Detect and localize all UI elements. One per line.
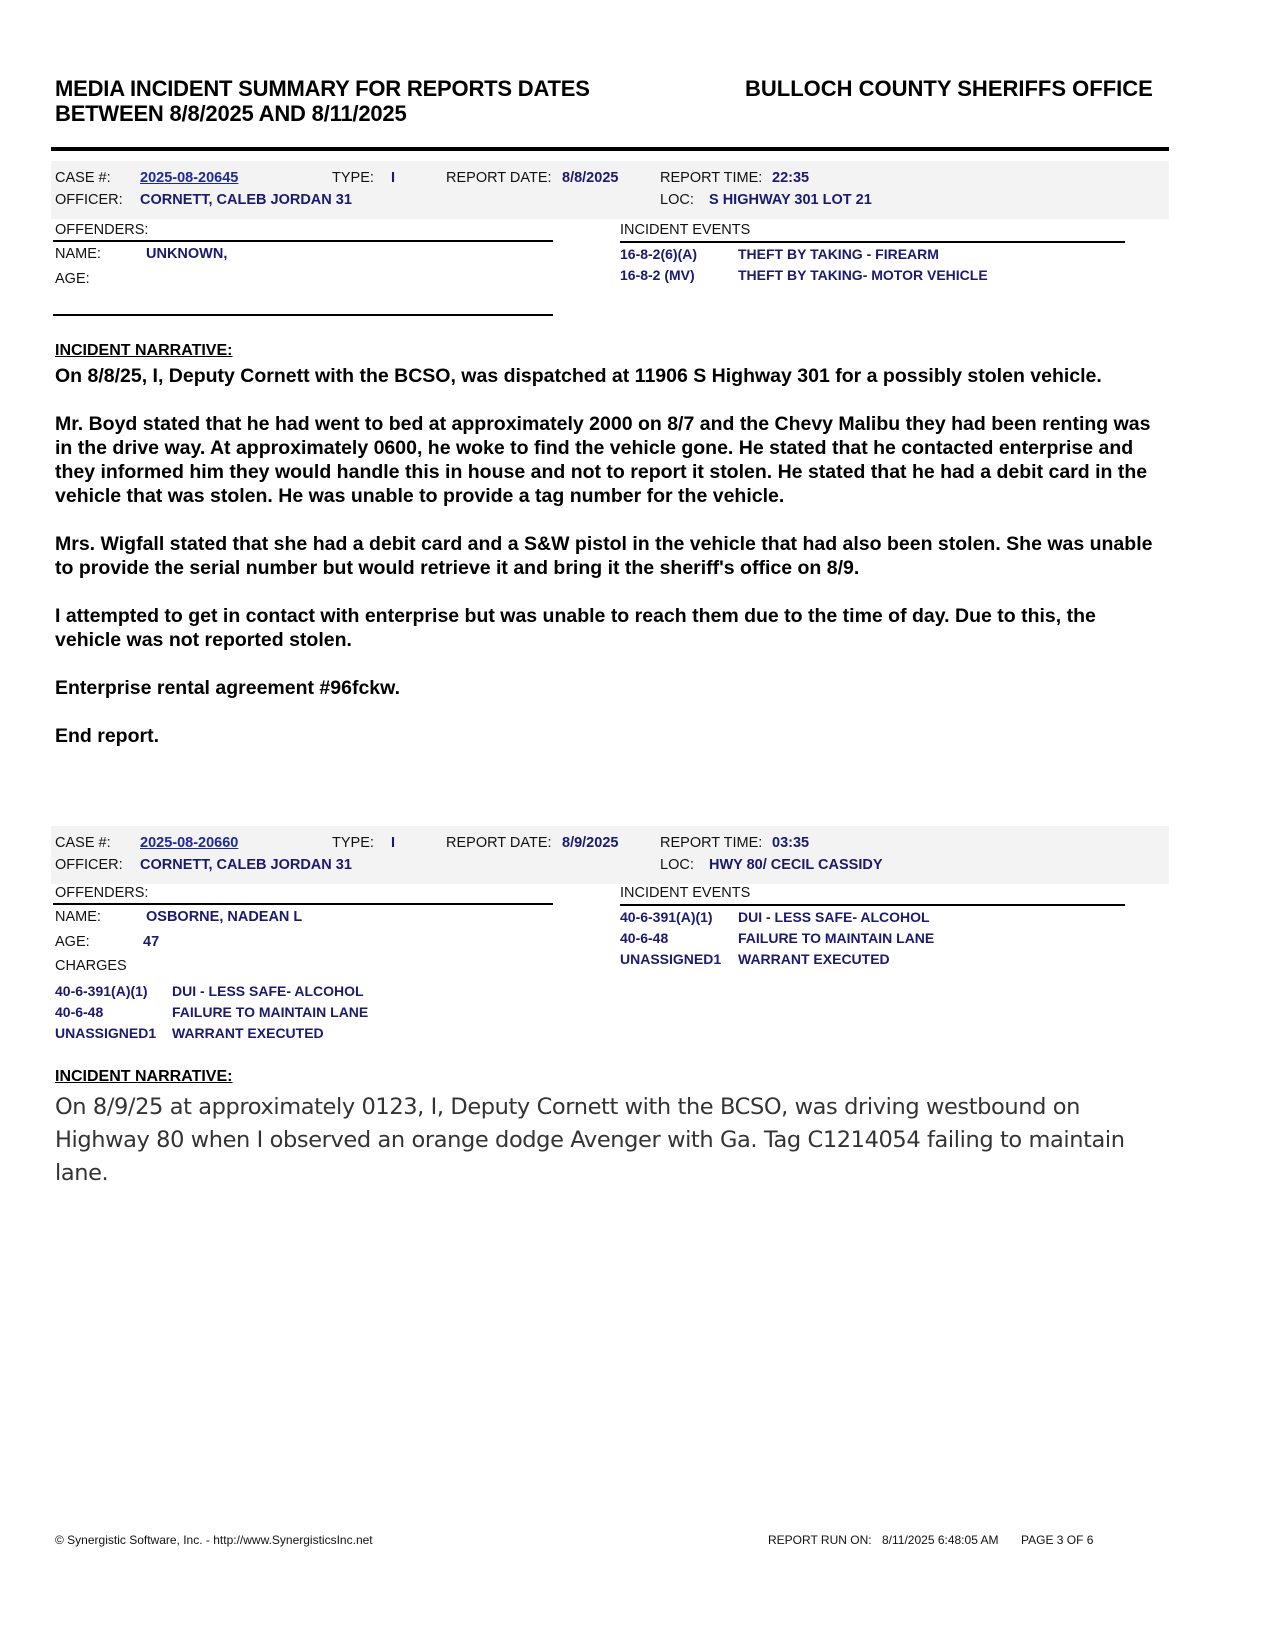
charge-desc: DUI - LESS SAFE- ALCOHOL — [172, 983, 364, 999]
offenders-heading: OFFENDERS: — [55, 885, 149, 901]
event-desc: FAILURE TO MAINTAIN LANE — [738, 930, 935, 946]
offender-age-label: AGE: — [55, 271, 90, 287]
charge-desc: FAILURE TO MAINTAIN LANE — [172, 1004, 369, 1020]
footer-copyright: © Synergistic Software, Inc. - http://www.SynergisticsInc.net — [55, 1533, 373, 1547]
loc-value: S HIGHWAY 301 LOT 21 — [709, 192, 872, 208]
header-divider — [51, 147, 1169, 151]
report-date-value: 8/9/2025 — [562, 835, 619, 851]
event-code: 16-8-2(6)(A) — [620, 246, 698, 262]
event-code: 40-6-391(A)(1) — [620, 909, 713, 925]
report-date-value: 8/8/2025 — [562, 170, 619, 186]
incident-narrative — [55, 364, 1155, 772]
loc-label: LOC: — [660, 857, 694, 873]
event-code: 16-8-2 (MV) — [620, 267, 695, 283]
offenders-heading: OFFENDERS: — [55, 222, 149, 238]
footer-run-on-value: 8/11/2025 6:48:05 AM — [882, 1533, 999, 1547]
type-value: I — [391, 170, 396, 186]
narrative-heading: INCIDENT NARRATIVE: — [55, 342, 233, 359]
incident-events-heading: INCIDENT EVENTS — [620, 885, 751, 901]
officer-value: CORNETT, CALEB JORDAN 31 — [140, 857, 352, 873]
narrative-heading: INCIDENT NARRATIVE: — [55, 1068, 233, 1085]
event-desc: WARRANT EXECUTED — [738, 951, 890, 967]
report-time-value: 22:35 — [772, 170, 810, 186]
report-date-label: REPORT DATE: — [446, 170, 552, 186]
case-number-label: CASE #: — [55, 170, 111, 186]
report-title-line1: MEDIA INCIDENT SUMMARY FOR REPORTS DATES — [55, 76, 590, 101]
narrative-paragraph: Mrs. Wigfall stated that she had a debit card and a S&W pistol in the vehicle that had also been stolen. She was unable to provide the serial number but would retrieve it and bring it the sheriff's office on 8/9. — [55, 533, 1153, 579]
event-desc: THEFT BY TAKING- MOTOR VEHICLE — [738, 267, 988, 283]
incident-narrative — [55, 1091, 1165, 1190]
report-title-line2: BETWEEN 8/8/2025 AND 8/11/2025 — [55, 101, 407, 126]
offenders-bottom-divider — [53, 314, 553, 316]
narrative-paragraph: End report. — [55, 725, 160, 747]
charge-desc: WARRANT EXECUTED — [172, 1025, 324, 1041]
event-code: 40-6-48 — [620, 930, 669, 946]
narrative-paragraph: On 8/8/25, I, Deputy Cornett with the BCSO, was dispatched at 11906 S Highway 301 for a possibly stolen vehicle. — [55, 365, 1102, 387]
narrative-paragraph: Mr. Boyd stated that he had went to bed at approximately 2000 on 8/7 and the Chevy Malibu they had been renting was in the drive way. At approximately 0600, he woke to find the vehicle gone. He stated that he contacted enterprise and they informed him they would handle this in house and not to report it stolen. He stated that he had a debit card in the vehicle that was stolen. He was unable to provide a tag number for the vehicle. — [55, 413, 1151, 507]
type-label: TYPE: — [332, 835, 374, 851]
narrative-paragraph: On 8/9/25 at approximately 0123, I, Deputy Cornett with the BCSO, was driving westbound on Highway 80 when I observed an orange dodge Avenger with Ga. Tag C1214054 failing to maintain lane. — [55, 1094, 1125, 1186]
loc-value: HWY 80/ CECIL CASSIDY — [709, 857, 883, 873]
case-number-link[interactable]: 2025-08-20660 — [140, 835, 239, 851]
report-time-value: 03:35 — [772, 835, 810, 851]
report-title — [55, 76, 590, 126]
offender-name-value: OSBORNE, NADEAN L — [146, 909, 303, 925]
charge-code: UNASSIGNED1 — [55, 1025, 157, 1041]
offenders-divider — [53, 903, 553, 905]
officer-label: OFFICER: — [55, 192, 123, 208]
event-desc: THEFT BY TAKING - FIREARM — [738, 246, 939, 262]
narrative-paragraph: Enterprise rental agreement #96fckw. — [55, 677, 401, 699]
incident-events-divider — [620, 904, 1125, 906]
loc-label: LOC: — [660, 192, 694, 208]
type-label: TYPE: — [332, 170, 374, 186]
offender-name-label: NAME: — [55, 246, 101, 262]
offender-name-value: UNKNOWN, — [146, 246, 228, 262]
footer-run-on-label: REPORT RUN ON: — [768, 1533, 872, 1547]
offender-age-value: 47 — [143, 934, 160, 950]
offender-name-label: NAME: — [55, 909, 101, 925]
incident-events-heading: INCIDENT EVENTS — [620, 222, 751, 238]
event-code: UNASSIGNED1 — [620, 951, 722, 967]
report-date-label: REPORT DATE: — [446, 835, 552, 851]
type-value: I — [391, 835, 396, 851]
narrative-paragraph: I attempted to get in contact with enterprise but was unable to reach them due to the time of day. Due to this, the vehicle was not reported stolen. — [55, 605, 1096, 651]
report-time-label: REPORT TIME: — [660, 835, 763, 851]
footer-page-number: PAGE 3 OF 6 — [1021, 1533, 1094, 1547]
event-desc: DUI - LESS SAFE- ALCOHOL — [738, 909, 930, 925]
case-number-link[interactable]: 2025-08-20645 — [140, 170, 239, 186]
incident-events-divider — [620, 241, 1125, 243]
charges-heading: CHARGES — [55, 958, 127, 974]
agency-name: BULLOCH COUNTY SHERIFFS OFFICE — [745, 76, 1153, 101]
case-number-label: CASE #: — [55, 835, 111, 851]
charge-code: 40-6-48 — [55, 1004, 104, 1020]
officer-value: CORNETT, CALEB JORDAN 31 — [140, 192, 352, 208]
report-time-label: REPORT TIME: — [660, 170, 763, 186]
officer-label: OFFICER: — [55, 857, 123, 873]
offenders-divider — [53, 240, 553, 242]
offender-age-label: AGE: — [55, 934, 90, 950]
charge-code: 40-6-391(A)(1) — [55, 983, 148, 999]
